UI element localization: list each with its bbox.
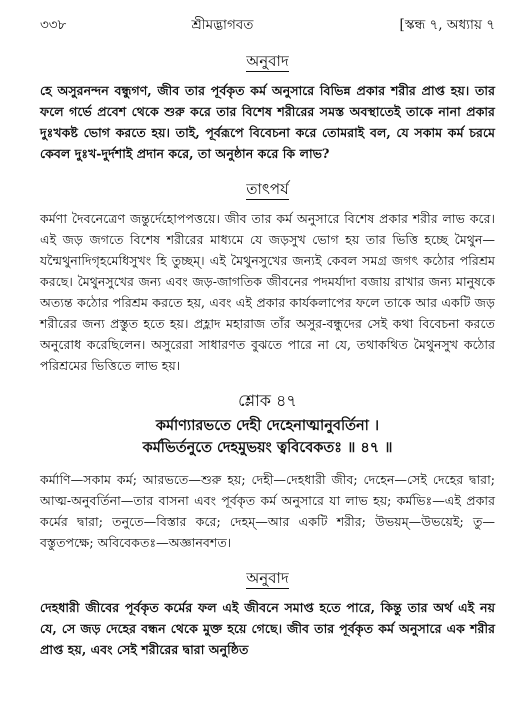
verse-line-2: কর্মভির্তনুতে দেহমুভয়ং ত্ববিবেকতঃ ॥ ৪৭ ॥ — [142, 439, 393, 456]
synonyms-text: কর্মাণি—সকাম কর্ম; আরভতে—শুরু হয়; দেহী—দেহধারী জীব; দেহেন—সেই দেহের দ্বারা; আত্ম-অনুবর্তিনা—তার বাসনা এবং পূর্বকৃত কর্ম অনুসারে যা লাভ হয়; কর্মভিঃ—এই প্রকার কর্মের দ্বারা; তনুতে—বিস্তার করে; দেহম্—আর একটি শরীর; উভয়ম্—উভয়েই; তু—বস্তুতপক্ষে; অবিবেকতঃ—অজ্ঞানবশত। — [40, 472, 495, 550]
verse-number: শ্লোক ৪৭ — [238, 391, 297, 410]
purport-text: কর্মণা দৈবনেত্রেণ জন্তুর্দেহোপপত্তয়ে। জীব তার কর্ম অনুসারে বিশেষ প্রকার শরীর লাভ করে। এই জড় জগতে বিশেষ শরীরের মাধ্যমে যে জড়সুখ ভোগ হয় তার ভিত্তি হচ্ছে মৈথুন—যন্মৈথুনাদিগৃহমেধিসুখং হি তুচ্ছম্। এই মৈথুনসুখের জন্যই কেবল সমগ্র জগৎ কঠোর পরিশ্রম করছে। মৈথুনসুখের জন্য এবং জড়-জাগতিক জীবনের পদমর্যাদা বজায় রাখার জন্য মানুষকে অত্যন্ত কঠোর পরিশ্রম করতে হয়, এবং এই প্রকার কার্যকলাপের ফলে তাকে আর একটি জড় শরীরের জন্য প্রস্তুত হতে হয়। প্রহ্লাদ মহারাজ তাঁর অসুর-বন্ধুদের সেই কথা বিবেচনা করতে অনুরোধ করেছিলেন। অসুরেরা সাধারণত বুঝতে পারে না যে, তথাকথিত মৈথুনসুখ কঠোর পরিশ্রমের ভিত্তিতে লাভ হয়। — [40, 211, 495, 373]
translation-heading: অনুবাদ — [246, 52, 289, 70]
translation-2-text: দেহধারী জীবের পূর্বকৃত কর্মের ফল এই জীবনে সমাপ্ত হতে পারে, কিন্তু তার অর্থ এই নয় যে, সে জড় দেহের বন্ধন থেকে মুক্ত হয়ে গেছে। জীব তার পূর্বকৃত কর্ম অনুসারে এক শরীর প্রাপ্ত হয়, এবং সেই শরীরের দ্বারা অনুষ্ঠিত — [40, 600, 495, 657]
chapter-reference: [স্কন্ধ ৭, অধ্যায় ৭ — [399, 17, 495, 33]
translation-2-heading: অনুবাদ — [246, 569, 289, 587]
page-header — [40, 14, 495, 36]
verse-line-1: কর্মাণ্যারভতে দেহী দেহেনাত্মানুবর্তিনা । — [155, 417, 380, 434]
translation-text: হে অসুরনন্দন বন্ধুগণ, জীব তার পূর্বকৃত কর্ম অনুসারে বিভিন্ন প্রকার শরীর প্রাপ্ত হয়। তার ফলে গর্ভে প্রবেশ থেকে শুরু করে তার বিশেষ শরীরের সমস্ত অবস্থাতেই তাকে নানা প্রকার দুঃখকষ্ট ভোগ করতে হয়। তাই, পূর্বরূপে বিবেচনা করে তোমরাই বল, যে সকাম কর্ম চরমে কেবল দুঃখ-দুর্দশাই প্রদান করে, তা অনুষ্ঠান করে কি লাভ? — [40, 83, 495, 161]
book-title: শ্রীমদ্ভাগবত — [191, 17, 254, 33]
purport-heading: তাৎপর্য — [246, 180, 289, 198]
page-number: ৩৩৮ — [40, 17, 67, 33]
